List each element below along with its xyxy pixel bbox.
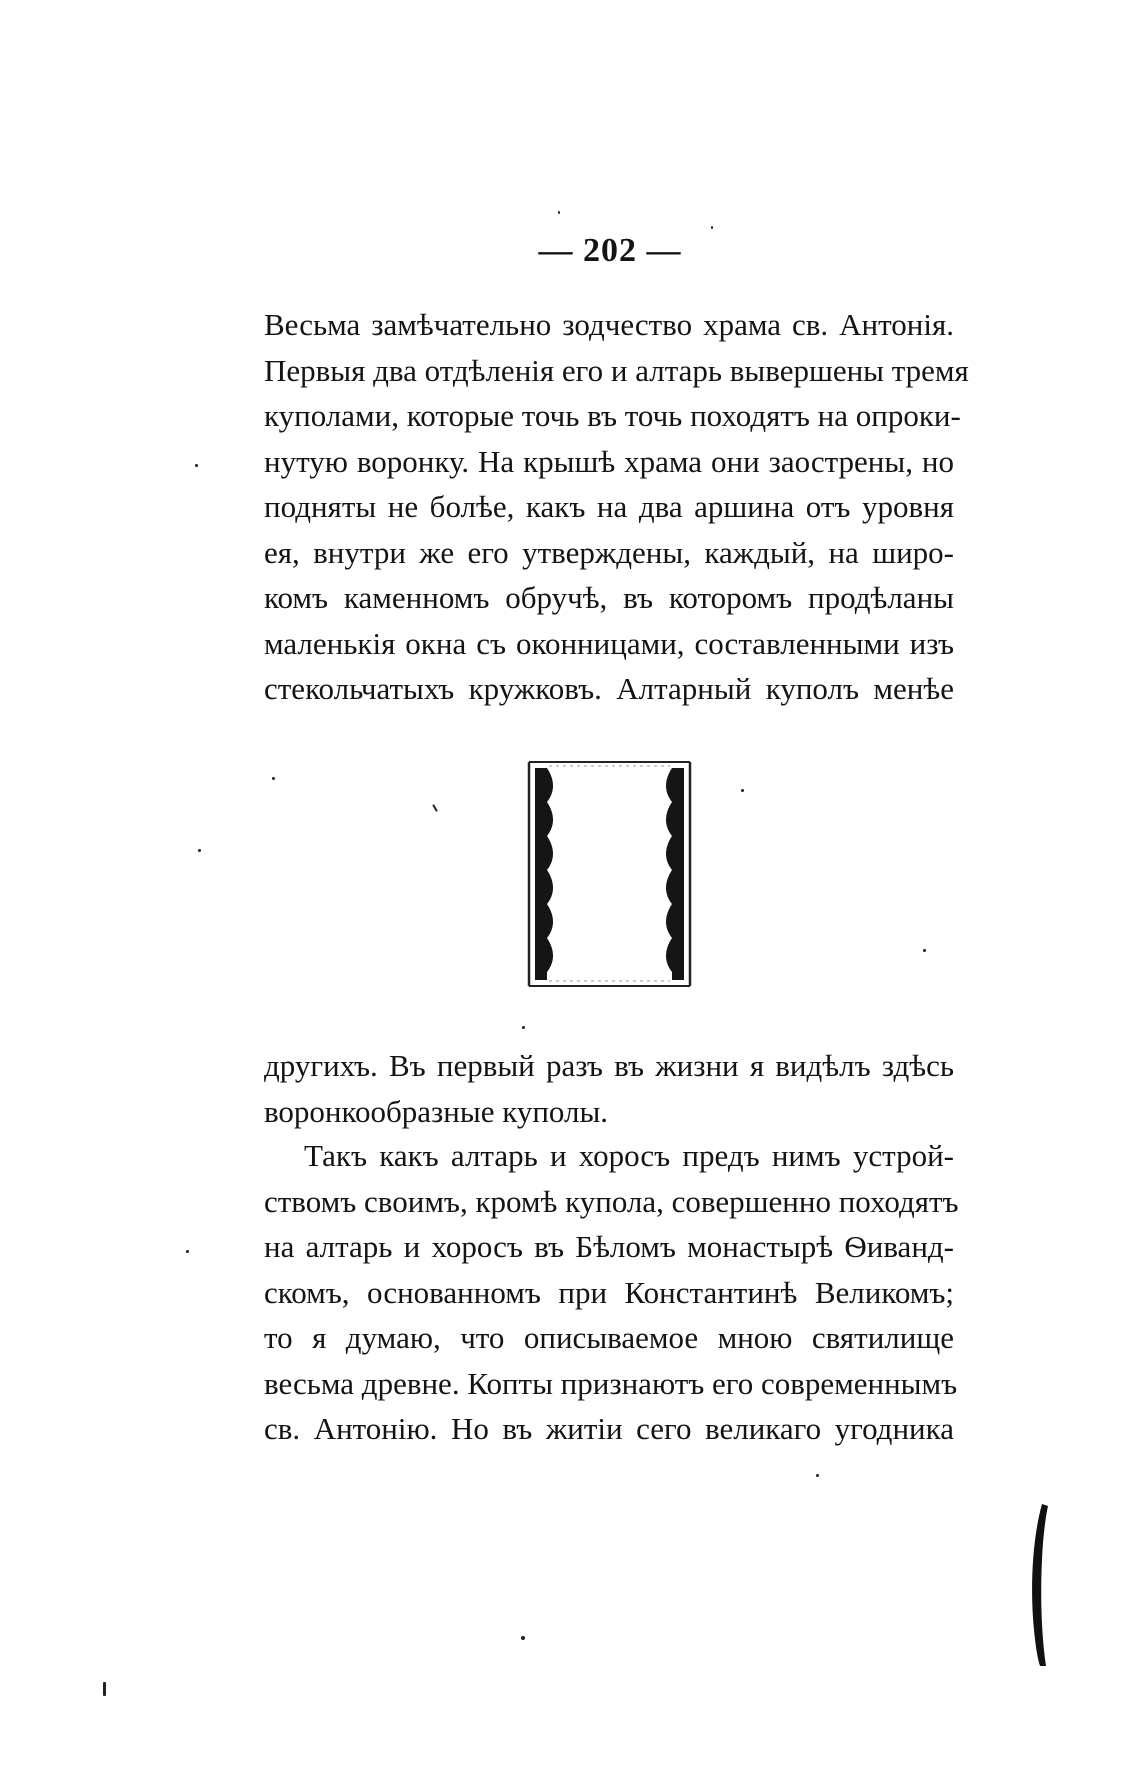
text-line: ствомъ своимъ, кромѣ купола, совершенно походятъ [264, 1183, 959, 1219]
text-line: то я думаю, что описываемое мною святилище [264, 1320, 954, 1355]
scan-speck [923, 949, 926, 952]
right-wall-shape [666, 768, 684, 980]
text-line: ея, внутри же его утверждены, каждый, на широ- [264, 534, 954, 570]
text-line: куполами, которые точь въ точь походятъ на опроки- [264, 398, 961, 433]
scan-speck [711, 226, 713, 229]
text-line: весьма древне. Копты признаютъ его современнымъ [264, 1365, 958, 1401]
scan-speck [522, 1026, 525, 1029]
paragraph-2 [264, 1043, 954, 1134]
text-line: Весьма замѣчательно зодчество храма св. Антонія. [264, 307, 954, 342]
scan-speck [103, 1682, 106, 1696]
paragraph-3 [264, 1133, 959, 1452]
text-line: стекольчатыхъ кружковъ. Алтарный куполъ менѣе [264, 671, 954, 706]
scan-speck [432, 804, 438, 812]
text-line: подняты не болѣе, какъ на два аршина отъ уровня [264, 489, 954, 524]
dome-diagram [527, 760, 692, 988]
text-line: нутую воронку. На крышѣ храма они заострены, но [264, 443, 954, 479]
text-line: св. Антонію. Но въ житіи сего великаго угодника [264, 1411, 954, 1446]
scan-speck [816, 1474, 819, 1477]
text-line: скомъ, основанномъ при Константинѣ Великомъ; [264, 1274, 954, 1310]
text-line: другихъ. Въ первый разъ въ жизни я видѣлъ здѣсь [264, 1048, 954, 1083]
paragraph-1 [264, 302, 969, 712]
scan-speck [558, 211, 560, 214]
scan-speck [198, 849, 201, 852]
dome-cross-section-figure [527, 760, 692, 988]
text-line: на алтарь и хоросъ въ Бѣломъ монастырѣ Ѳиванд- [264, 1229, 954, 1264]
scan-speck [521, 1636, 525, 1640]
scan-speck [186, 1250, 189, 1253]
text-line: маленькія окна съ оконницами, составленными изъ [264, 625, 954, 661]
text-line: воронкообразные куполы. [264, 1093, 609, 1129]
left-wall-shape [535, 768, 553, 980]
text-line: Такъ какъ алтарь и хоросъ предъ нимъ устрой- [304, 1138, 954, 1173]
scan-speck [741, 789, 744, 792]
text-line: комъ каменномъ обручѣ, въ которомъ продѣланы [264, 580, 954, 615]
scan-speck [272, 777, 275, 780]
text-line: Первыя два отдѣленія его и алтарь вывершены тремя [264, 352, 969, 388]
scan-speck [195, 464, 198, 467]
page-edge-mark [1024, 1500, 1054, 1670]
page-number: — 202 — [538, 232, 682, 269]
